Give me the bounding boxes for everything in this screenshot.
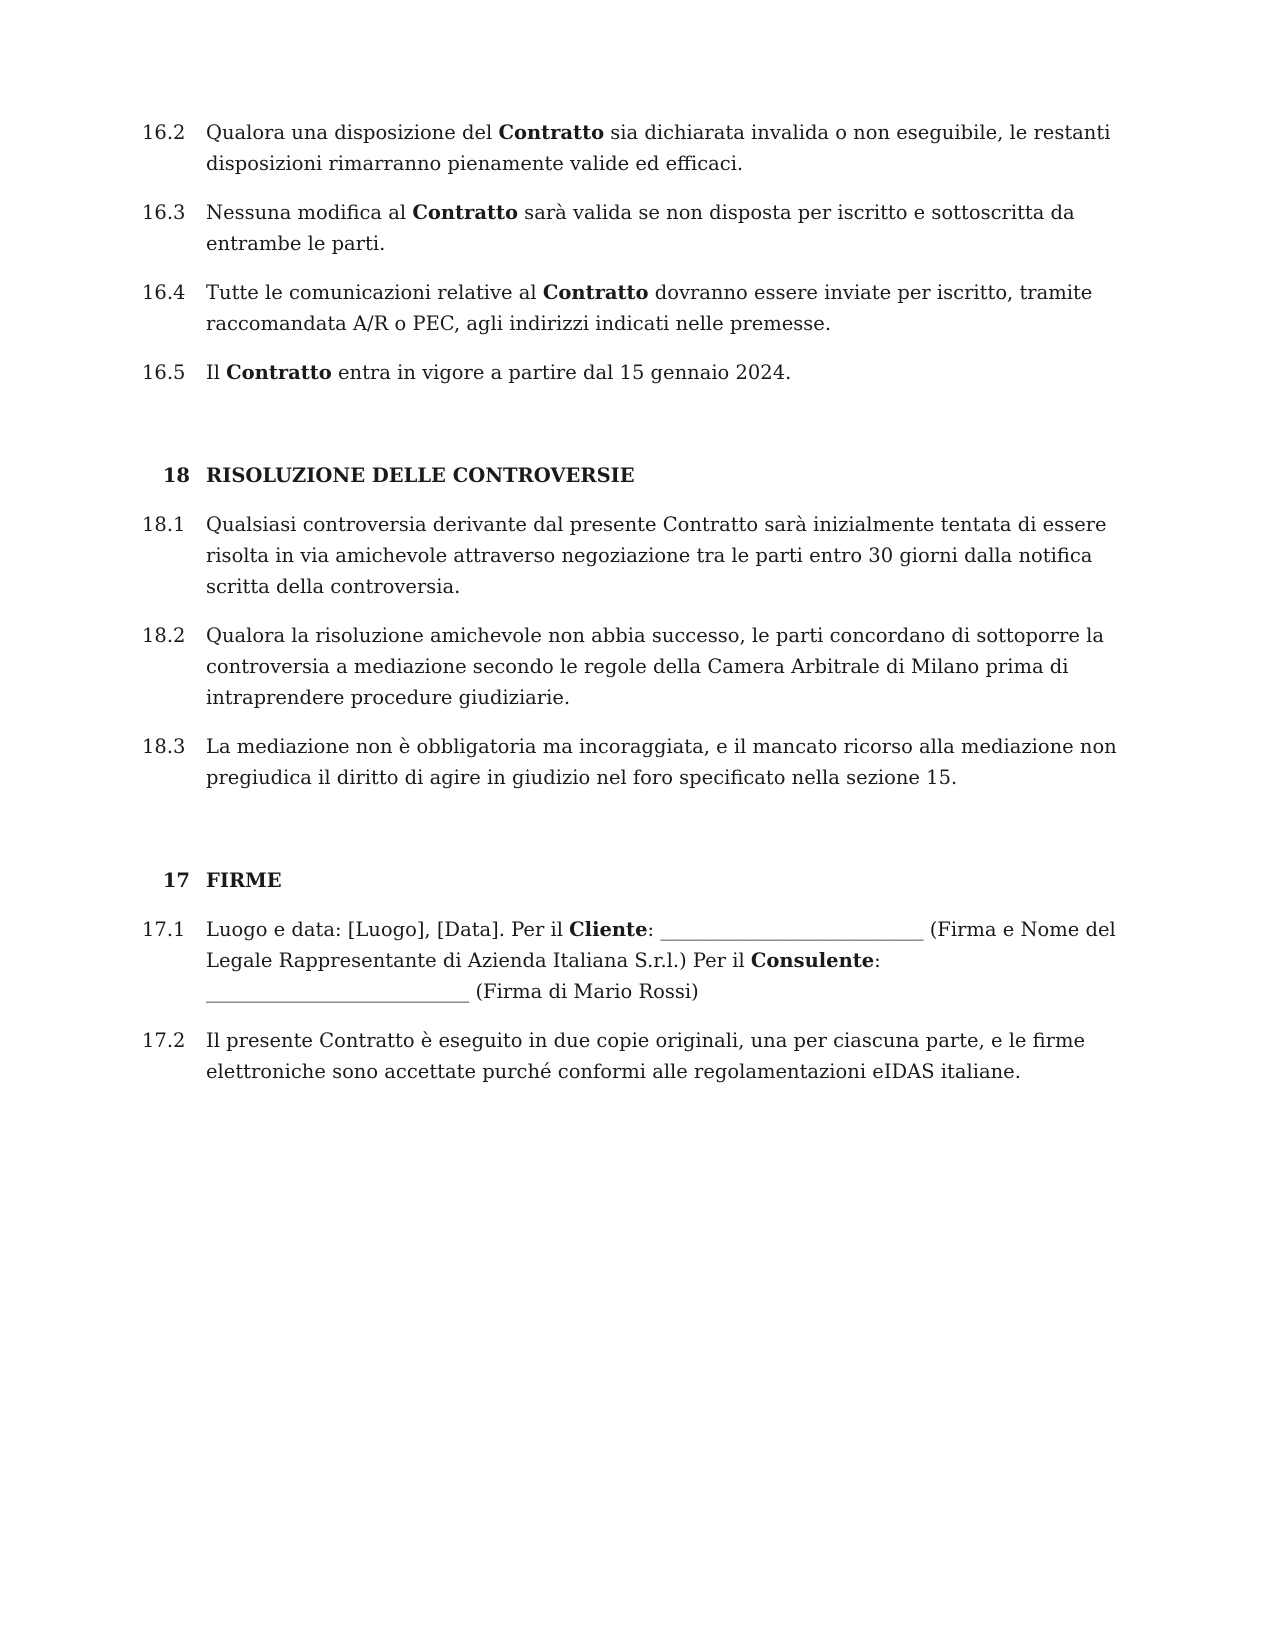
clause-17-1 [142,914,1132,1007]
section-title: RISOLUZIONE DELLE CONTROVERSIE [206,464,635,487]
clause-text: Il presente Contratto è eseguito in due copie originali, una per ciascuna parte, e le firme elettroniche sono accettate purché conformi alle regolamentazioni eIDAS italiane. [206,1029,1086,1083]
clause-text: La mediazione non è obbligatoria ma incoraggiata, e il mancato ricorso alla mediazione non pregiudica il diritto di agire in giudizio nel foro specificato nella sezione 15. [206,735,1117,789]
consultant-label: Consulente [750,949,875,972]
clause-number: 16.3 [142,201,186,224]
clause-16-3 [142,197,1132,259]
client-signature-line: : ___________________________ (Firma e Nome del Legale Rappresentante di Azienda Italiana S.r.l.) Per il [206,918,1116,972]
clause-text: Qualsiasi controversia derivante dal presente Contratto sarà inizialmente tentata di essere risolta in via amichevole attraverso negoziazione tra le parti entro 30 giorni dalla notifica scritta della controversia. [206,513,1107,598]
clause-16-4 [142,277,1132,339]
clause-number: 17.1 [142,918,186,941]
section-spacer [142,406,1132,460]
clause-number: 18.3 [142,735,186,758]
signature-clause-text: Luogo e data: [Luogo], [Data]. Per il Cliente: ___________________________ (Firma e Nome del Legale Rappresentante di Azienda Italiana S.r.l.) Per il Consulente: ___________________________ (Firma di Mario Rossi) [206,918,1116,1003]
clause-number: 18.1 [142,513,186,536]
section-heading-18 [142,460,1132,491]
clause-number: 16.4 [142,281,186,304]
clause-text: Qualora la risoluzione amichevole non abbia successo, le parti concordano di sottoporre la controversia a mediazione secondo le regole della Camera Arbitrale di Milano prima di intraprendere procedure giudiziarie. [206,624,1104,709]
clause-18-1 [142,509,1132,602]
section-number: 18 [162,464,190,487]
client-label: Cliente [569,918,648,941]
section-spacer [142,811,1132,865]
clause-number: 16.2 [142,121,186,144]
clause-18-3 [142,731,1132,793]
clause-text: Qualora una disposizione del Contratto sia dichiarata invalida o non eseguibile, le restanti disposizioni rimarranno pienamente valide ed efficaci. [206,121,1111,175]
clause-text: Nessuna modifica al Contratto sarà valida se non disposta per iscritto e sottoscritta da entrambe le parti. [206,201,1075,255]
section-number: 17 [162,869,190,892]
clause-text: Il Contratto entra in vigore a partire dal 15 gennaio 2024. [206,361,792,384]
document-body [142,117,1132,1105]
clause-16-2 [142,117,1132,179]
clause-number: 16.5 [142,361,186,384]
section-heading-17 [142,865,1132,896]
clause-number: 17.2 [142,1029,186,1052]
clause-number: 18.2 [142,624,186,647]
clause-text: Tutte le comunicazioni relative al Contratto dovranno essere inviate per iscritto, tramite raccomandata A/R o PEC, agli indirizzi indicati nelle premesse. [206,281,1093,335]
section-title: FIRME [206,869,282,892]
clause-17-2 [142,1025,1132,1087]
clause-18-2 [142,620,1132,713]
clause-16-5 [142,357,1132,388]
consultant-signature-line: : ___________________________ (Firma di Mario Rossi) [206,949,881,1003]
